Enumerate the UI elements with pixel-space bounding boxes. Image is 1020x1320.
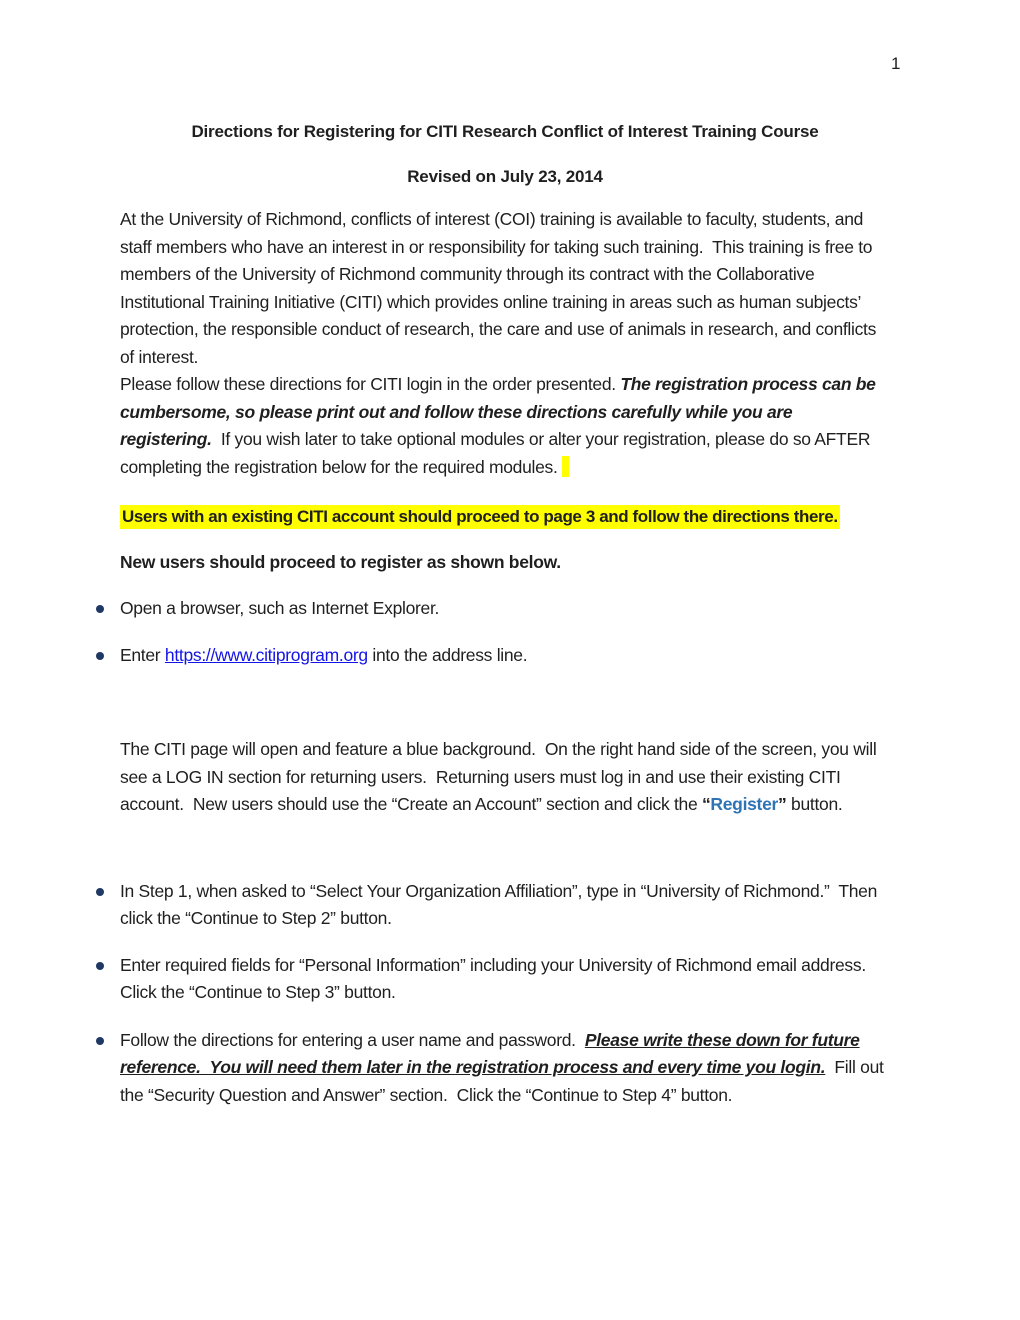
list-item-step2 [120, 952, 890, 1007]
list-item-text-post: Fill out the “Security Question and Answer” section. Click the “Continue to Step 4” button. [120, 1057, 884, 1105]
new-users-heading: New users should proceed to register as shown below. [120, 551, 561, 572]
bullet-icon [96, 652, 104, 660]
list-item-text: In Step 1, when asked to “Select Your Organization Affiliation”, type in “University of Richmond.” Then click the “Continue to Step 2” button. [120, 880, 878, 928]
write-down-emphasis: Please write these down for future reference. You will need them later in the registration process and every time you login. [120, 1029, 860, 1077]
bullet-icon [96, 1037, 104, 1045]
highlight-mark [562, 456, 569, 477]
intro-paragraph: At the University of Richmond, conflicts of interest (COI) training is available to faculty, students, and staff members who have an interest in or responsibility for taking such training. This training is free to members of the University of Richmond community through its contract with the Collaborative Institutional Training Initiative (CITI) which provides online training in areas such as human subjects’ protection, the responsible conduct of research, the care and use of animals in research, and conflicts of interest. [120, 209, 877, 367]
list-item-enter-url [120, 642, 890, 670]
citiprogram-link[interactable]: https://www.citiprogram.org [164, 644, 368, 665]
list-item-open-browser [120, 595, 890, 623]
existing-users-notice [120, 503, 890, 531]
close-quote: ” [778, 794, 787, 814]
existing-users-notice-text: Users with an existing CITI account should proceed to page 3 and follow the directions there. [120, 505, 840, 529]
p2-run-plain: Please follow these directions for CITI login in the order presented. [120, 374, 621, 394]
bullet-icon [96, 962, 104, 970]
open-quote: “ [701, 794, 711, 814]
p2-run-plain-2: If you wish later to take optional modules or alter your registration, please do so AFTER completing the registration below for the required modules. [120, 429, 871, 477]
follow-directions-paragraph [120, 371, 890, 481]
list-item-step1 [120, 878, 890, 933]
list-item-text-post: into the address line. [367, 644, 528, 665]
list-item-text: Enter [120, 644, 165, 665]
bullet-icon [96, 888, 104, 896]
register-word: Register [710, 794, 779, 814]
bullet-icon [96, 605, 104, 613]
list-item-text: Open a browser, such as Internet Explorer. [120, 598, 440, 618]
revision-date: Revised on July 23, 2014 [407, 166, 603, 186]
citi-run-plain-2: button. [786, 794, 843, 814]
document-title: Directions for Registering for CITI Research Conflict of Interest Training Course [191, 122, 819, 141]
page-number: 1 [891, 54, 901, 73]
list-item-step3 [120, 1027, 890, 1110]
list-item-text: Follow the directions for entering a user name and password. [120, 1029, 585, 1050]
p2-run-emphasis: The registration process can be cumbersome, so please print out and follow these directions carefully while you are registering. [120, 374, 876, 449]
citi-page-paragraph [120, 736, 890, 819]
document-body [120, 206, 890, 1109]
list-item-text: Enter required fields for “Personal Information” including your University of Richmond email address. Click the “Continue to Step 3” button. [120, 954, 871, 1002]
citi-run-plain: The CITI page will open and feature a blue background. On the right hand side of the screen, you will see a LOG IN section for returning users. Returning users must log in and use their existing CITI account. New users should use the “Create an Account” section and click the [120, 739, 877, 814]
